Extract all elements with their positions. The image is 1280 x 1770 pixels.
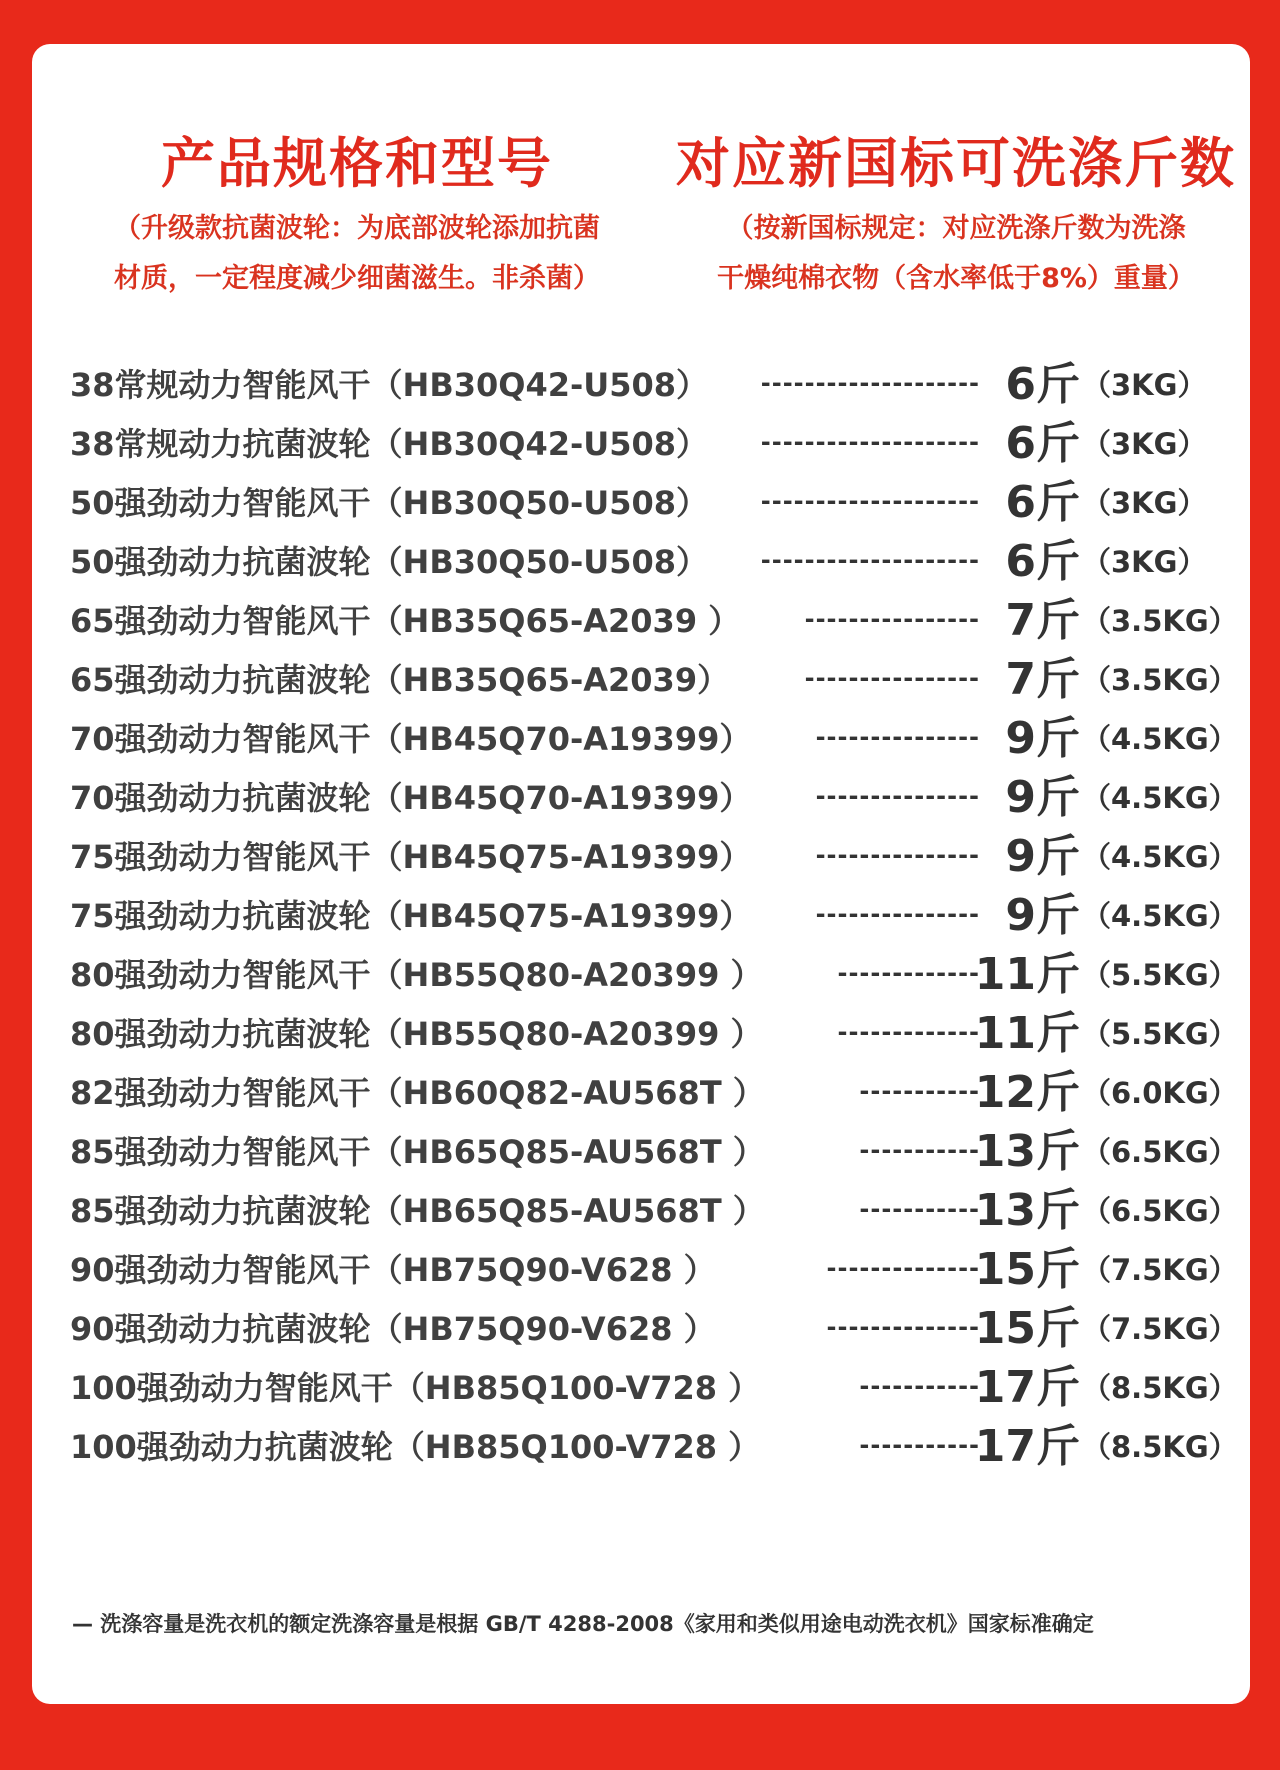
spec-row — [32, 1060, 1250, 1126]
dash-leader: --------------- — [815, 782, 980, 810]
capacity-kg: （4.5KG） — [1082, 781, 1238, 815]
dash-leader: -------------- — [826, 1254, 980, 1282]
capacity-jin: 6斤 — [1005, 418, 1080, 469]
capacity-kg: （3KG） — [1082, 427, 1207, 461]
capacity-kg: （3KG） — [1082, 486, 1207, 520]
capacity-jin: 9斤 — [1005, 772, 1080, 823]
capacity-kg: （7.5KG） — [1082, 1253, 1238, 1287]
spec-row — [32, 824, 1250, 890]
spec-row — [32, 1414, 1250, 1480]
capacity-jin: 9斤 — [1005, 831, 1080, 882]
right-note-line1: （按新国标规定：对应洗涤斤数为洗涤 — [726, 213, 1186, 244]
model-label: 38常规动力智能风干（HB30Q42-U508） — [70, 366, 709, 404]
capacity-jin: 11斤 — [974, 1008, 1080, 1059]
model-label: 100强劲动力智能风干（HB85Q100-V728 ） — [70, 1369, 761, 1407]
capacity-kg: （4.5KG） — [1082, 899, 1238, 933]
spec-row — [32, 1178, 1250, 1244]
model-label: 70强劲动力抗菌波轮（HB45Q70-A19399） — [70, 779, 752, 817]
footer-note: — 洗涤容量是洗衣机的额定洗涤容量是根据 GB/T 4288-2008《家用和类似用途电动洗衣机》国家标准确定 — [72, 1612, 1094, 1636]
capacity-jin: 13斤 — [974, 1185, 1080, 1236]
spec-row — [32, 411, 1250, 477]
capacity-jin: 12斤 — [974, 1067, 1080, 1118]
capacity-kg: （5.5KG） — [1082, 1017, 1238, 1051]
capacity-kg: （5.5KG） — [1082, 958, 1238, 992]
capacity-jin: 17斤 — [974, 1362, 1080, 1413]
dash-leader: ------------- — [837, 959, 980, 987]
dash-leader: -------------------- — [760, 369, 980, 397]
dash-leader: ----------- — [859, 1136, 980, 1164]
capacity-kg: （4.5KG） — [1082, 840, 1238, 874]
dash-leader: --------------- — [815, 841, 980, 869]
capacity-kg: （3KG） — [1082, 368, 1207, 402]
spec-row — [32, 883, 1250, 949]
dash-leader: -------------- — [826, 1313, 980, 1341]
dash-leader: ------------- — [837, 1018, 980, 1046]
capacity-kg: （8.5KG） — [1082, 1430, 1238, 1464]
spec-row — [32, 529, 1250, 595]
capacity-jin: 17斤 — [974, 1421, 1080, 1472]
capacity-jin: 15斤 — [974, 1244, 1080, 1295]
model-label: 75强劲动力抗菌波轮（HB45Q75-A19399） — [70, 897, 752, 935]
spec-row — [32, 765, 1250, 831]
dash-leader: -------------------- — [760, 546, 980, 574]
left-note-line2: 材质，一定程度减少细菌滋生。非杀菌） — [114, 263, 600, 294]
model-label: 80强劲动力智能风干（HB55Q80-A20399 ） — [70, 956, 763, 994]
dash-leader: ----------- — [859, 1431, 980, 1459]
dash-leader: ---------------- — [804, 664, 980, 692]
capacity-kg: （7.5KG） — [1082, 1312, 1238, 1346]
header-section — [32, 124, 1250, 354]
spec-card — [32, 44, 1250, 1704]
capacity-kg: （6.0KG） — [1082, 1076, 1238, 1110]
capacity-kg: （4.5KG） — [1082, 722, 1238, 756]
model-label: 65强劲动力智能风干（HB35Q65-A2039 ） — [70, 602, 741, 640]
right-title: 对应新国标可洗涤斤数 — [676, 132, 1236, 195]
model-label: 50强劲动力智能风干（HB30Q50-U508） — [70, 484, 709, 522]
capacity-jin: 9斤 — [1005, 890, 1080, 941]
capacity-kg: （3.5KG） — [1082, 604, 1238, 638]
dash-leader: -------------------- — [760, 428, 980, 456]
spec-row — [32, 1119, 1250, 1185]
dash-leader: ---------------- — [804, 605, 980, 633]
capacity-jin: 11斤 — [974, 949, 1080, 1000]
capacity-kg: （6.5KG） — [1082, 1135, 1238, 1169]
model-label: 85强劲动力抗菌波轮（HB65Q85-AU568T ） — [70, 1192, 765, 1230]
spec-row — [32, 470, 1250, 536]
left-title: 产品规格和型号 — [161, 132, 553, 195]
dash-leader: --------------- — [815, 900, 980, 928]
spec-row — [32, 942, 1250, 1008]
capacity-jin: 15斤 — [974, 1303, 1080, 1354]
model-label: 75强劲动力智能风干（HB45Q75-A19399） — [70, 838, 752, 876]
capacity-kg: （6.5KG） — [1082, 1194, 1238, 1228]
spec-row — [32, 706, 1250, 772]
spec-row — [32, 1001, 1250, 1067]
spec-row — [32, 1355, 1250, 1421]
model-label: 65强劲动力抗菌波轮（HB35Q65-A2039） — [70, 661, 730, 699]
left-note-line1: （升级款抗菌波轮：为底部波轮添加抗菌 — [114, 213, 600, 244]
model-label: 82强劲动力智能风干（HB60Q82-AU568T ） — [70, 1074, 765, 1112]
model-label: 50强劲动力抗菌波轮（HB30Q50-U508） — [70, 543, 709, 581]
model-label: 85强劲动力智能风干（HB65Q85-AU568T ） — [70, 1133, 765, 1171]
header-left — [62, 124, 652, 304]
model-label: 70强劲动力智能风干（HB45Q70-A19399） — [70, 720, 752, 758]
dash-leader: ----------- — [859, 1195, 980, 1223]
capacity-jin: 6斤 — [1005, 359, 1080, 410]
model-label: 38常规动力抗菌波轮（HB30Q42-U508） — [70, 425, 709, 463]
dash-leader: -------------------- — [760, 487, 980, 515]
capacity-jin: 7斤 — [1005, 654, 1080, 705]
model-label: 100强劲动力抗菌波轮（HB85Q100-V728 ） — [70, 1428, 761, 1466]
spec-row — [32, 647, 1250, 713]
capacity-kg: （3.5KG） — [1082, 663, 1238, 697]
capacity-jin: 6斤 — [1005, 536, 1080, 587]
model-label: 90强劲动力智能风干（HB75Q90-V628 ） — [70, 1251, 716, 1289]
spec-row — [32, 352, 1250, 418]
dash-leader: --------------- — [815, 723, 980, 751]
model-label: 90强劲动力抗菌波轮（HB75Q90-V628 ） — [70, 1310, 716, 1348]
spec-row — [32, 588, 1250, 654]
capacity-jin: 7斤 — [1005, 595, 1080, 646]
capacity-jin: 6斤 — [1005, 477, 1080, 528]
spec-row — [32, 1237, 1250, 1303]
capacity-jin: 13斤 — [974, 1126, 1080, 1177]
dash-leader: ----------- — [859, 1077, 980, 1105]
capacity-jin: 9斤 — [1005, 713, 1080, 764]
header-right — [662, 124, 1250, 304]
model-label: 80强劲动力抗菌波轮（HB55Q80-A20399 ） — [70, 1015, 763, 1053]
right-note-line2: 干燥纯棉衣物（含水率低于8%）重量） — [717, 263, 1195, 294]
capacity-kg: （8.5KG） — [1082, 1371, 1238, 1405]
spec-row — [32, 1296, 1250, 1362]
capacity-kg: （3KG） — [1082, 545, 1207, 579]
dash-leader: ----------- — [859, 1372, 980, 1400]
